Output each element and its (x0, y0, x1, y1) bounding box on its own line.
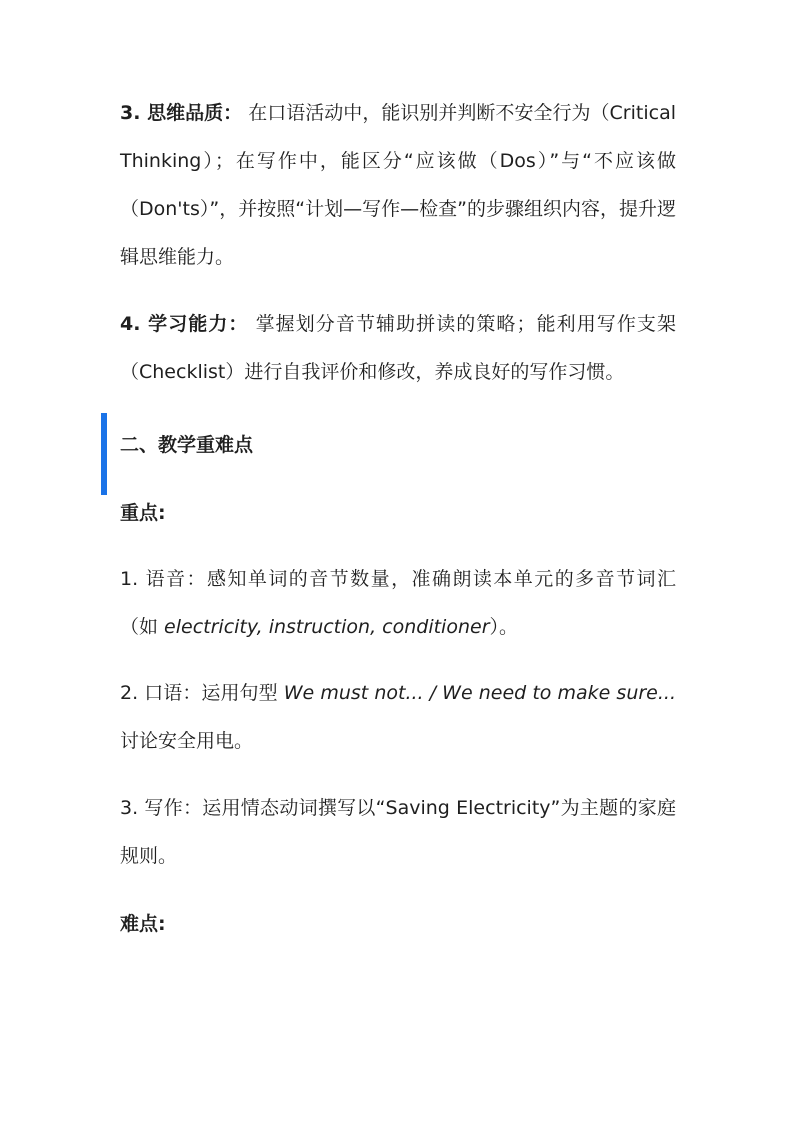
key-point-text: 1. 语音：感知单词的音节数量，准确朗读本单元的多音节词汇（如 (120, 568, 676, 638)
objective-text: 掌握划分音节辅助拼读的策略；能利用写作支架（Checklist）进行自我评价和修改，养成良好的写作习惯。 (120, 313, 676, 383)
key-point-pronunciation (120, 555, 676, 651)
section-title: 二、教学重难点 (120, 434, 254, 456)
objective-label: 3. 思维品质： (120, 102, 243, 124)
difficult-points-heading: 难点: (120, 913, 166, 935)
key-point-text: 讨论安全用电。 (120, 730, 254, 752)
objective-learning-ability (120, 300, 676, 396)
objective-thinking-quality (120, 89, 676, 281)
key-point-text: 2. 口语：运用句型 (120, 682, 284, 704)
key-point-text: ）。 (489, 616, 519, 638)
key-points-heading: 重点: (120, 502, 166, 524)
key-point-writing: 3. 写作：运用情态动词撰写以“Saving Electricity”为主题的家庭规则。 (120, 797, 676, 867)
example-words: electricity, instruction, conditioner (164, 616, 490, 638)
objective-label: 4. 学习能力： (120, 313, 249, 335)
objective-text: 在口语活动中，能识别并判断不安全行为（Critical Thinking）；在写作中，能区分“应该做（Dos）”与“不应该做（Don'ts）”，并按照“计划—写作—检查”的步骤组织内容，提升逻辑思维能力。 (120, 102, 676, 268)
key-point-speaking (120, 669, 676, 765)
sentence-pattern: We must not... / We need to make sure... (283, 682, 676, 704)
section-accent-bar (101, 413, 107, 495)
